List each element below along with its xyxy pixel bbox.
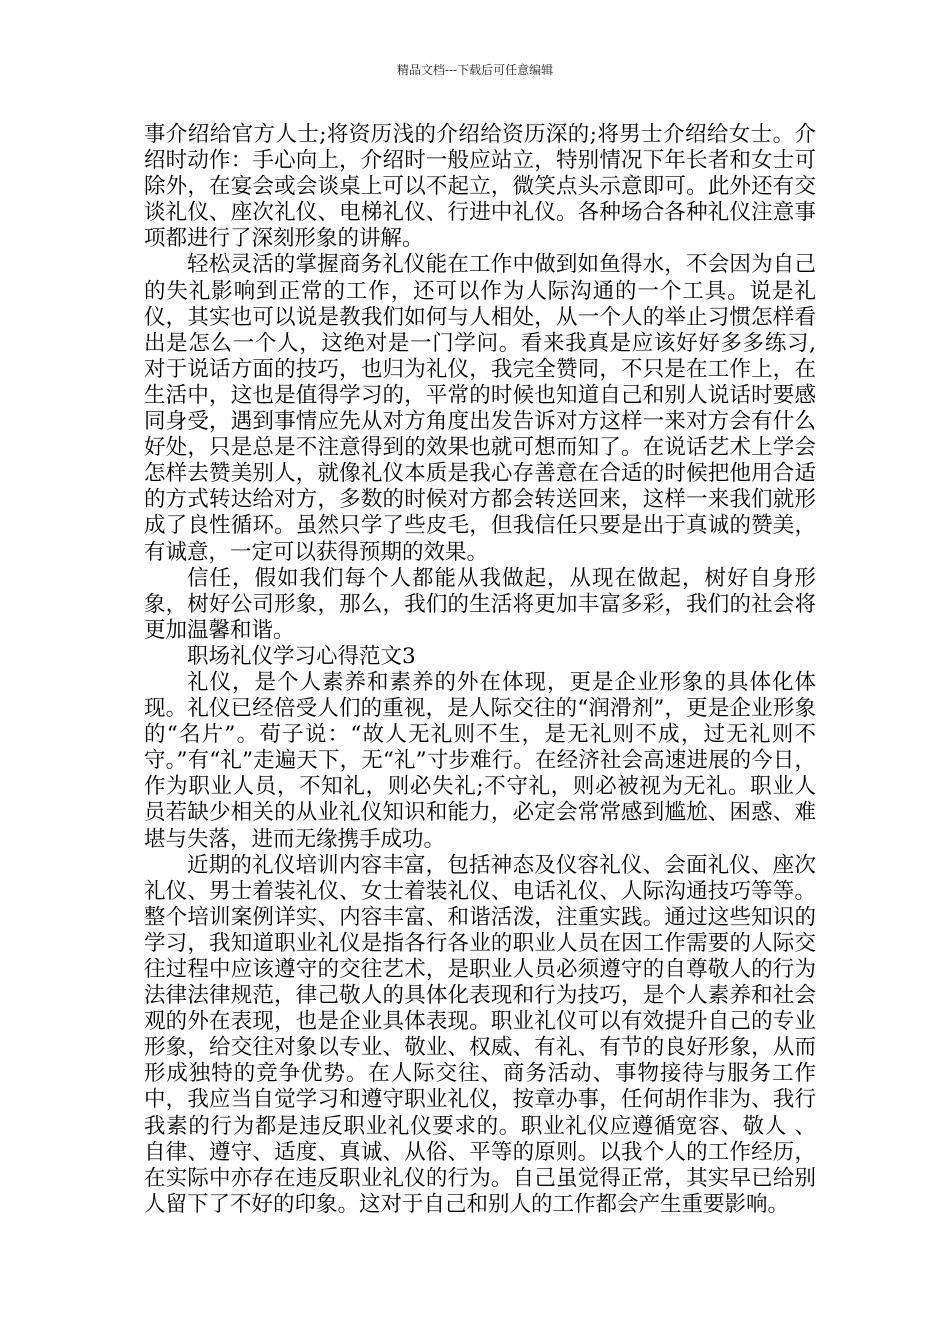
section-heading: 职场礼仪学习心得范文3 [187,643,416,669]
paragraph-continued: 事介绍给官方人士;将资历浅的介绍给资历深的;将男士介绍给女士。介绍时动作：手心向上，介绍时一般应站立，特别情况下年长者和女士可除外，在宴会或会谈桌上可以不起立，微笑点头示意即可。此外还有交谈礼仪、座次礼仪、电梯礼仪、行进中礼仪。各种场合各种礼仪注意事项都进行了深刻形象的讲解。 [144,122,816,252]
document-body [144,122,816,1218]
paragraph-training-summary: 近期的礼仪培训内容丰富，包括神态及仪容礼仪、会面礼仪、座次礼仪、男士着装礼仪、女士着装礼仪、电话礼仪、人际沟通技巧等等。整个培训案例详实、内容丰富、和谐活泼，注重实践。通过这些知识的学习，我知道职业礼仪是指各行各业的职业人员在因工作需要的人际交往过程中应该遵守的交往艺术，是职业人员必须遵守的自尊敬人的行为法律法律规范，律己敬人的具体化表现和行为技巧，是个人素养和社会观的外在表现，也是企业具体表现。职业礼仪可以有效提升自己的专业形象，给交往对象以专业、敬业、权威、有礼、有节的良好形象，从而形成独特的竞争优势。在人际交往、商务活动、事物接待与服务工作中，我应当自觉学习和遵守职业礼仪，按章办事，任何胡作非为、我行我素的行为都是违反职业礼仪要求的。职业礼仪应遵循宽容、敬人 、自律、遵守、适度、真诚、从俗、平等的原则。以我个人的工作经历，在实际中亦存在违反职业礼仪的行为。自己虽觉得正常，其实早已给别人留下了不好的印象。这对于自己和别人的工作都会产生重要影响。 [144,852,816,1217]
paragraph-trust: 信任，假如我们每个人都能从我做起，从现在做起，树好自身形象，树好公司形象，那么，我们的生活将更加丰富多彩，我们的社会将更加温馨和谐。 [144,565,816,643]
page-header: 精品文档---下载后可任意编辑 [396,63,554,77]
paragraph-business-etiquette: 轻松灵活的掌握商务礼仪能在工作中做到如鱼得水，不会因为自己的失礼影响到正常的工作，还可以作为人际沟通的一个工具。说是礼仪，其实也可以说是教我们如何与人相处，从一个人的举止习惯怎样看出是怎么一个人，这绝对是一门学问。看来我真是应该好好多多练习,对于说话方面的技巧，也归为礼仪，我完全赞同，不只是在工作上，在生活中，这也是值得学习的，平常的时候也知道自己和别人说话时要感同身受，遇到事情应先从对方角度出发告诉对方这样一来对方会有什么好处，只是总是不注意得到的效果也就可想而知了。在说话艺术上学会怎样去赞美别人，就像礼仪本质是我心存善意在合适的时候把他用合适的方式转达给对方，多数的时候对方都会转送回来，这样一来我们就形成了良性循环。虽然只学了些皮毛，但我信任只要是出于真诚的赞美，有诚意，一定可以获得预期的效果。 [144,252,816,565]
paragraph-etiquette-definition: 礼仪，是个人素养和素养的外在体现，更是企业形象的具体化体现。礼仪已经倍受人们的重视，是人际交往的“润滑剂”，更是企业形象的“名片”。荀子说：“故人无礼则不生，是无礼则不成，过无礼则不守。”有“礼”走遍天下，无“礼”寸步难行。在经济社会高速进展的今日，作为职业人员，不知礼，则必失礼;不守礼，则必被视为无礼。职业人员若缺少相关的从业礼仪知识和能力，必定会常常感到尴尬、困惑、难堪与失落，进而无缘携手成功。 [144,669,816,852]
